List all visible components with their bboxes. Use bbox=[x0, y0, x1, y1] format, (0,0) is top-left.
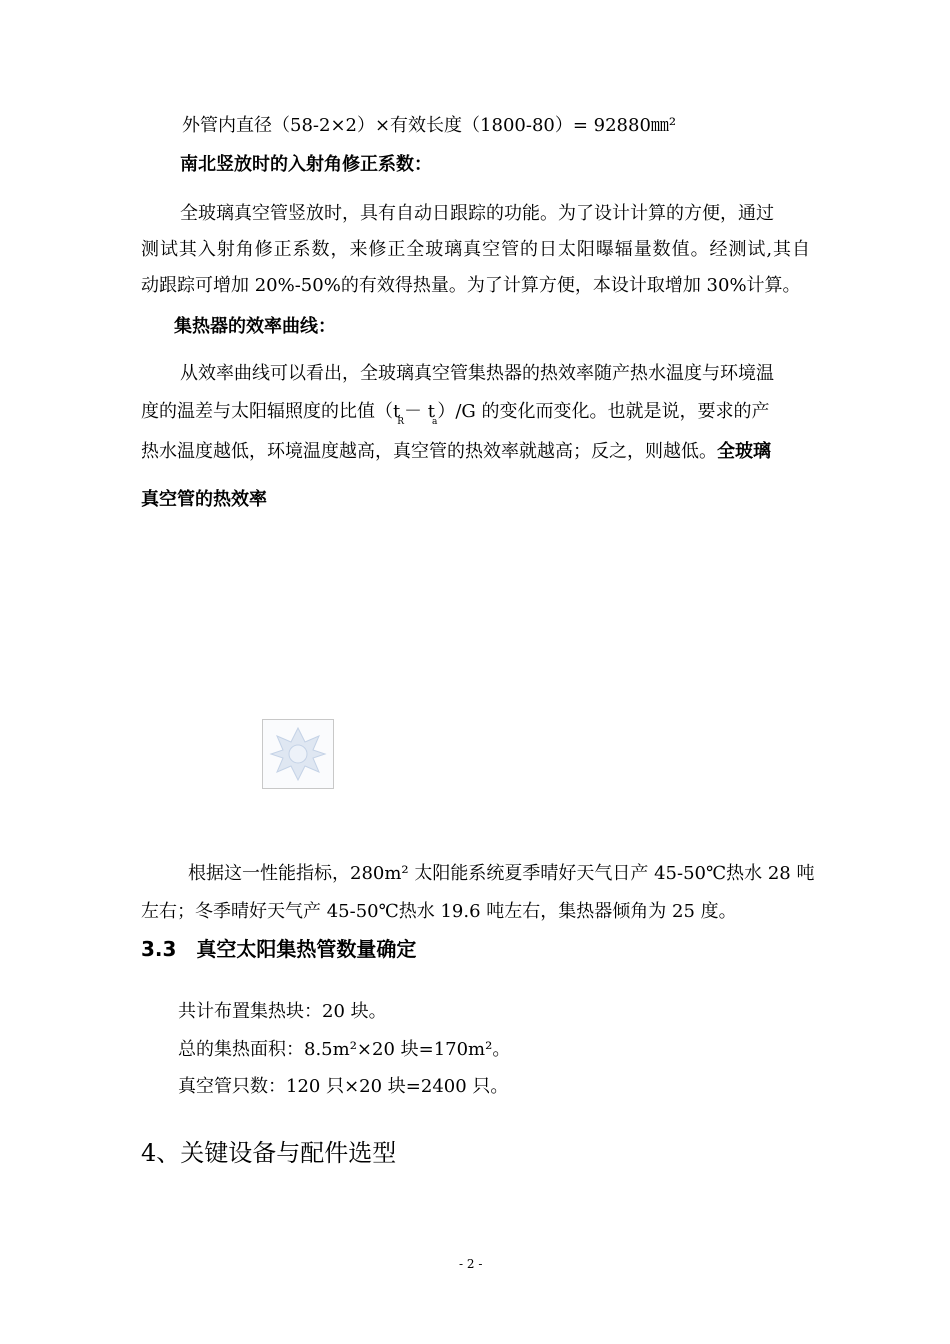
efficiency-curve-image-placeholder bbox=[262, 719, 334, 789]
efficiency-line2-pre: 度的温差与太阳辐照度的比值（t bbox=[141, 401, 401, 422]
efficiency-line2-mid: － t bbox=[404, 401, 435, 422]
incidence-para-line-2: 测试其入射角修正系数，来修正全玻璃真空管的日太阳曝辐量数值。经测试,其自 bbox=[141, 239, 810, 260]
performance-para-line-2: 左右；冬季晴好天气产 45-50℃热水 19.6 吨左右，集热器倾角为 25 度。 bbox=[141, 901, 737, 922]
decorative-snowflake-icon bbox=[263, 720, 333, 788]
incidence-para-line-1: 全玻璃真空管竖放时，具有自动日跟踪的功能。为了设计计算的方便，通过 bbox=[180, 203, 774, 224]
subscript-a: a bbox=[431, 417, 438, 427]
efficiency-para-line-1: 从效率曲线可以看出，全玻璃真空管集热器的热效率随产热水温度与环境温 bbox=[180, 363, 774, 384]
page-number: - 2 - bbox=[459, 1257, 483, 1271]
section-4-heading: 4、关键设备与配件选型 bbox=[141, 1139, 397, 1167]
count-line-tubes: 真空管只数：120 只×20 块=2400 只。 bbox=[178, 1076, 509, 1097]
efficiency-line3-bold: 全玻璃 bbox=[717, 441, 771, 462]
count-line-blocks: 共计布置集热块：20 块。 bbox=[178, 1001, 387, 1022]
section-3-3-heading: 3.3 真空太阳集热管数量确定 bbox=[141, 937, 417, 961]
efficiency-line3-text: 热水温度越低，环境温度越高，真空管的热效率就越高；反之，则越低。 bbox=[141, 441, 717, 462]
efficiency-line2-post: ）/G 的变化而变化。也就是说，要求的产 bbox=[437, 401, 770, 422]
efficiency-para-line-4: 真空管的热效率 bbox=[141, 489, 267, 510]
efficiency-para-line-3 bbox=[141, 440, 771, 464]
subscript-r: R bbox=[397, 417, 405, 427]
heading-incidence-correction: 南北竖放时的入射角修正系数： bbox=[180, 154, 432, 175]
tube-area-line: 外管内直径（58-2×2）×有效长度（1800-80）= 92880㎜² bbox=[182, 115, 677, 136]
efficiency-para-line-2 bbox=[141, 400, 770, 427]
heading-efficiency-curve: 集热器的效率曲线： bbox=[174, 316, 336, 337]
count-line-area: 总的集热面积：8.5m²×20 块=170m²。 bbox=[178, 1039, 511, 1060]
performance-para-line-1: 根据这一性能指标，280m² 太阳能系统夏季晴好天气日产 45-50℃热水 28 吨 bbox=[188, 863, 815, 884]
incidence-para-line-3: 动跟踪可增加 20%-50%的有效得热量。为了计算方便，本设计取增加 30%计算。 bbox=[141, 275, 801, 296]
